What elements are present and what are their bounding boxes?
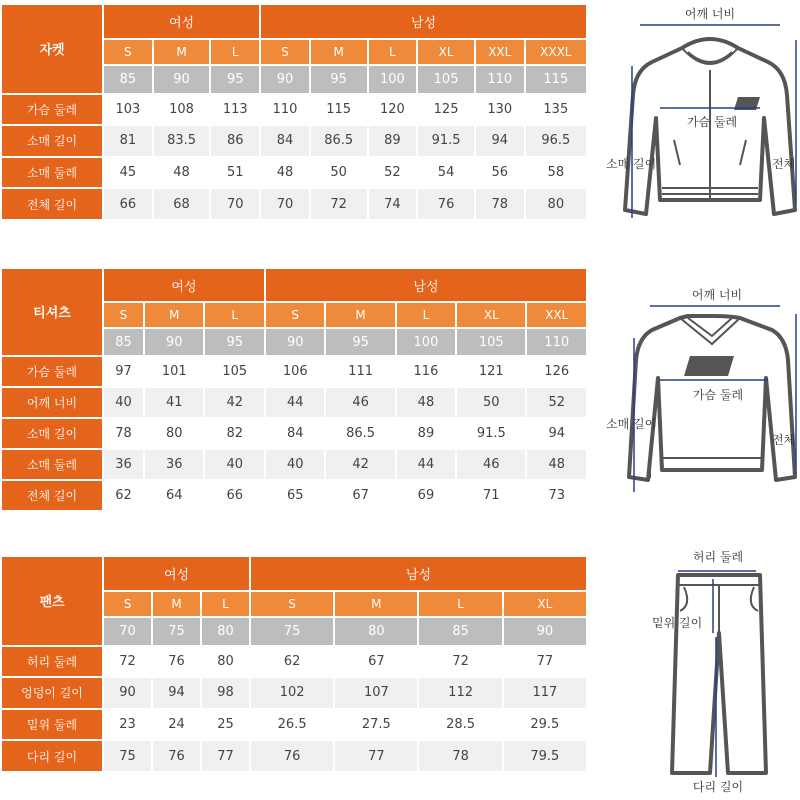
jacket-diagram (600, 0, 800, 230)
size-number-cell: 90 (145, 329, 204, 355)
value-cell: 40 (205, 450, 264, 479)
value-cell: 73 (527, 481, 586, 510)
value-cell: 44 (266, 388, 325, 417)
size-cell: XL (418, 40, 474, 64)
tshirt-shoulder-label: 어깨 너비 (691, 288, 743, 302)
size-cell: S (251, 592, 333, 616)
value-cell: 76 (153, 741, 200, 771)
row-label: 가슴 둘레 (2, 357, 102, 386)
size-cell: XXXL (526, 40, 586, 64)
value-cell: 48 (527, 450, 586, 479)
men-group-label: 남성 (261, 5, 586, 38)
men-group-label: 남성 (251, 557, 586, 590)
value-cell: 66 (205, 481, 264, 510)
value-cell: 65 (266, 481, 325, 510)
size-cell: M (145, 303, 204, 327)
women-group-label: 여성 (104, 557, 249, 590)
row-label: 엉덩이 길이 (2, 678, 102, 708)
value-cell: 77 (335, 741, 417, 771)
table-row (2, 678, 586, 708)
value-cell: 77 (504, 647, 586, 677)
value-cell: 40 (266, 450, 325, 479)
value-cell: 29.5 (504, 710, 586, 740)
value-cell: 66 (104, 189, 152, 219)
value-cell: 94 (153, 678, 200, 708)
size-number-cell: 80 (202, 618, 249, 644)
women-group-label: 여성 (104, 269, 264, 301)
size-cell: L (369, 40, 417, 64)
jacket-header-row (2, 5, 586, 38)
value-cell: 26.5 (251, 710, 333, 740)
value-cell: 36 (145, 450, 204, 479)
value-cell: 82 (205, 419, 264, 448)
value-cell: 107 (335, 678, 417, 708)
table-row (2, 95, 586, 125)
pants-table-body (2, 557, 586, 771)
value-cell: 45 (104, 158, 152, 188)
size-cell: M (311, 40, 367, 64)
size-cell: S (104, 303, 143, 327)
size-cell: M (153, 592, 200, 616)
value-cell: 54 (418, 158, 474, 188)
value-cell: 58 (526, 158, 586, 188)
size-cell: M (335, 592, 417, 616)
value-cell: 72 (104, 647, 151, 677)
value-cell: 101 (145, 357, 204, 386)
value-cell: 62 (251, 647, 333, 677)
table-row (2, 450, 586, 479)
value-cell: 117 (504, 678, 586, 708)
value-cell: 90 (104, 678, 151, 708)
row-label: 소매 둘레 (2, 158, 102, 188)
tshirt-total-label: 전체 (772, 433, 796, 447)
value-cell: 70 (261, 189, 309, 219)
value-cell: 76 (153, 647, 200, 677)
value-cell: 69 (397, 481, 456, 510)
value-cell: 135 (526, 95, 586, 125)
value-cell: 91.5 (418, 126, 474, 156)
size-number-cell: 75 (153, 618, 200, 644)
size-cell: M (154, 40, 210, 64)
size-number-cell: 105 (457, 329, 525, 355)
value-cell: 78 (419, 741, 501, 771)
value-cell: 78 (104, 419, 143, 448)
value-cell: 46 (326, 388, 394, 417)
table-row (2, 481, 586, 510)
value-cell: 72 (311, 189, 367, 219)
value-cell: 110 (261, 95, 309, 125)
value-cell: 116 (397, 357, 456, 386)
value-cell: 86.5 (326, 419, 394, 448)
value-cell: 89 (397, 419, 456, 448)
value-cell: 130 (476, 95, 524, 125)
row-label: 허리 둘레 (2, 647, 102, 677)
table-row (2, 357, 586, 386)
men-group-label: 남성 (266, 269, 586, 301)
value-cell: 23 (104, 710, 151, 740)
value-cell: 120 (369, 95, 417, 125)
size-number-cell: 70 (104, 618, 151, 644)
value-cell: 56 (476, 158, 524, 188)
row-label: 전체 길이 (2, 481, 102, 510)
size-cell: S (104, 592, 151, 616)
value-cell: 86 (211, 126, 259, 156)
table-row (2, 158, 586, 188)
size-number-cell: 100 (397, 329, 456, 355)
jacket-sleeve-label: 소매 길이 (606, 157, 657, 171)
tshirt-diagram (600, 282, 800, 497)
jacket-size-table (0, 3, 588, 221)
value-cell: 64 (145, 481, 204, 510)
row-label: 전체 길이 (2, 189, 102, 219)
value-cell: 67 (326, 481, 394, 510)
value-cell: 80 (202, 647, 249, 677)
size-number-cell: 95 (205, 329, 264, 355)
value-cell: 44 (397, 450, 456, 479)
value-cell: 79.5 (504, 741, 586, 771)
women-group-label: 여성 (104, 5, 259, 38)
value-cell: 48 (261, 158, 309, 188)
table-row (2, 647, 586, 677)
value-cell: 36 (104, 450, 143, 479)
row-label: 다리 길이 (2, 741, 102, 771)
value-cell: 42 (205, 388, 264, 417)
value-cell: 115 (311, 95, 367, 125)
size-cell: M (326, 303, 394, 327)
size-cell: L (397, 303, 456, 327)
value-cell: 108 (154, 95, 210, 125)
value-cell: 46 (457, 450, 525, 479)
tshirt-chest-label: 가슴 둘레 (692, 388, 744, 402)
tshirt-header-row (2, 269, 586, 301)
size-cell: S (104, 40, 152, 64)
value-cell: 50 (457, 388, 525, 417)
tshirt-sleeve-label: 소매 길이 (606, 417, 657, 431)
value-cell: 121 (457, 357, 525, 386)
size-number-cell: 85 (104, 329, 143, 355)
size-cell: XXL (476, 40, 524, 64)
value-cell: 48 (397, 388, 456, 417)
jacket-table-body (2, 5, 586, 219)
jacket-shoulder-label: 어깨 너비 (684, 7, 736, 21)
pants-size-table (0, 555, 588, 773)
value-cell: 102 (251, 678, 333, 708)
value-cell: 74 (369, 189, 417, 219)
row-label: 가슴 둘레 (2, 95, 102, 125)
value-cell: 98 (202, 678, 249, 708)
value-cell: 71 (457, 481, 525, 510)
size-cell: L (205, 303, 264, 327)
value-cell: 50 (311, 158, 367, 188)
size-cell: S (266, 303, 325, 327)
tshirt-table-body (2, 269, 586, 510)
size-number-cell: 95 (326, 329, 394, 355)
value-cell: 96.5 (526, 126, 586, 156)
category-label: 티셔츠 (2, 269, 102, 355)
jacket-total-label: 전체 (772, 157, 796, 171)
value-cell: 42 (326, 450, 394, 479)
table-row (2, 419, 586, 448)
row-label: 밑위 둘레 (2, 710, 102, 740)
value-cell: 67 (335, 647, 417, 677)
pants-rise-label: 밑위 길이 (652, 616, 703, 630)
size-number-cell: 80 (335, 618, 417, 644)
size-cell: L (211, 40, 259, 64)
value-cell: 80 (145, 419, 204, 448)
table-row (2, 388, 586, 417)
pants-diagram (600, 545, 800, 800)
size-cell: XXL (527, 303, 586, 327)
size-cell: S (261, 40, 309, 64)
size-number-cell: 95 (211, 66, 259, 92)
value-cell: 84 (261, 126, 309, 156)
value-cell: 48 (154, 158, 210, 188)
size-number-cell: 90 (266, 329, 325, 355)
value-cell: 103 (104, 95, 152, 125)
value-cell: 70 (211, 189, 259, 219)
pants-leg-label: 다리 길이 (692, 780, 744, 794)
value-cell: 106 (266, 357, 325, 386)
value-cell: 80 (526, 189, 586, 219)
size-number-cell: 85 (104, 66, 152, 92)
size-cell: XL (504, 592, 586, 616)
value-cell: 94 (476, 126, 524, 156)
row-label: 어깨 너비 (2, 388, 102, 417)
value-cell: 52 (527, 388, 586, 417)
value-cell: 76 (418, 189, 474, 219)
value-cell: 76 (251, 741, 333, 771)
table-row (2, 189, 586, 219)
value-cell: 91.5 (457, 419, 525, 448)
value-cell: 97 (104, 357, 143, 386)
pants-header-row (2, 557, 586, 590)
size-number-cell: 100 (369, 66, 417, 92)
value-cell: 105 (205, 357, 264, 386)
jacket-chest-label: 가슴 둘레 (686, 115, 738, 129)
value-cell: 77 (202, 741, 249, 771)
value-cell: 86.5 (311, 126, 367, 156)
size-number-cell: 90 (504, 618, 586, 644)
size-number-cell: 90 (154, 66, 210, 92)
value-cell: 28.5 (419, 710, 501, 740)
size-cell: L (419, 592, 501, 616)
row-label: 소매 길이 (2, 419, 102, 448)
size-number-cell: 110 (527, 329, 586, 355)
row-label: 소매 길이 (2, 126, 102, 156)
value-cell: 78 (476, 189, 524, 219)
value-cell: 75 (104, 741, 151, 771)
value-cell: 51 (211, 158, 259, 188)
value-cell: 24 (153, 710, 200, 740)
table-row (2, 710, 586, 740)
value-cell: 84 (266, 419, 325, 448)
value-cell: 52 (369, 158, 417, 188)
value-cell: 62 (104, 481, 143, 510)
category-label: 자켓 (2, 5, 102, 93)
table-row (2, 741, 586, 771)
size-number-cell: 85 (419, 618, 501, 644)
value-cell: 125 (418, 95, 474, 125)
tshirt-size-table (0, 267, 588, 512)
size-number-cell: 75 (251, 618, 333, 644)
value-cell: 41 (145, 388, 204, 417)
value-cell: 68 (154, 189, 210, 219)
table-row (2, 126, 586, 156)
size-cell: L (202, 592, 249, 616)
value-cell: 89 (369, 126, 417, 156)
size-number-cell: 105 (418, 66, 474, 92)
value-cell: 94 (527, 419, 586, 448)
value-cell: 27.5 (335, 710, 417, 740)
row-label: 소매 둘레 (2, 450, 102, 479)
size-cell: XL (457, 303, 525, 327)
size-number-cell: 95 (311, 66, 367, 92)
value-cell: 25 (202, 710, 249, 740)
value-cell: 81 (104, 126, 152, 156)
category-label: 팬츠 (2, 557, 102, 645)
value-cell: 126 (527, 357, 586, 386)
size-number-cell: 90 (261, 66, 309, 92)
brand-logo-icon (684, 356, 734, 376)
value-cell: 112 (419, 678, 501, 708)
size-number-cell: 115 (526, 66, 586, 92)
pants-waist-label: 허리 둘레 (692, 550, 744, 564)
value-cell: 72 (419, 647, 501, 677)
value-cell: 40 (104, 388, 143, 417)
value-cell: 111 (326, 357, 394, 386)
value-cell: 83.5 (154, 126, 210, 156)
size-number-cell: 110 (476, 66, 524, 92)
value-cell: 113 (211, 95, 259, 125)
